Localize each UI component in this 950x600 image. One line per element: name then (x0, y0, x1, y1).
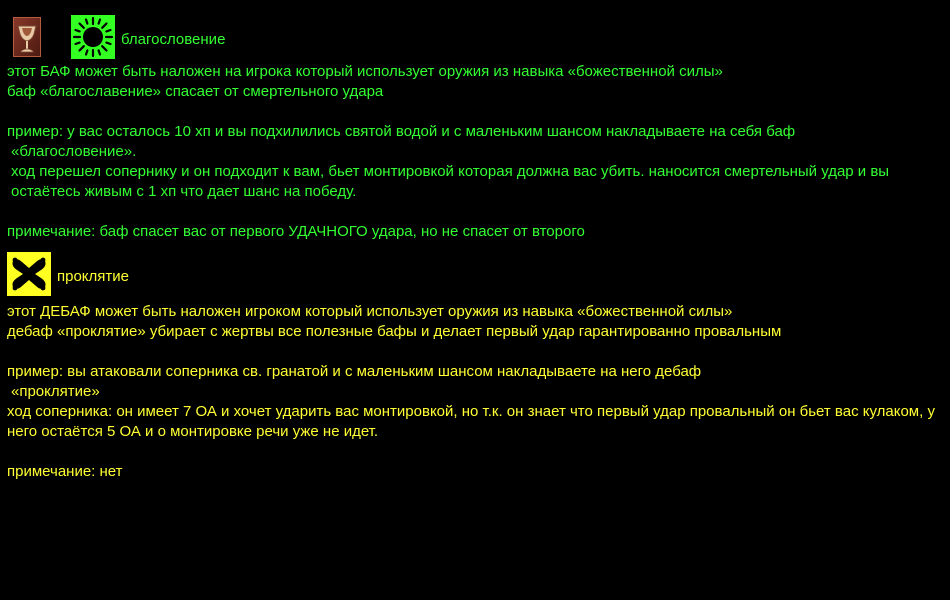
blessing-header (13, 15, 225, 65)
blessing-line-2: баф «благославение» спасает от смертельного удара (7, 83, 384, 100)
curse-title: проклятие (57, 268, 130, 285)
blessing-description (7, 62, 937, 242)
blessing-line-1: этот БАФ может быть наложен на игрока который использует оружия из навыка «божественной силы» (7, 63, 723, 80)
blessing-example-b: «благословение». (11, 143, 137, 160)
blessing-title: благословение (121, 31, 226, 48)
curse-example-b: «проклятие» (11, 383, 100, 400)
curse-line-1: этот ДЕБАФ может быть наложен игроком который использует оружия из навыка «божественной силы» (7, 303, 733, 320)
curse-cross-icon[interactable] (7, 252, 51, 302)
goblet-icon[interactable] (13, 17, 41, 63)
blessing-example-c: ход перешел сопернику и он подходит к вам, бьет монтировкой которая должна вас убить. наносится смертельный удар и вы остаётесь живым с 1 хп что дает шанс на победу. (11, 163, 890, 200)
curse-header (7, 252, 129, 302)
curse-line-2: дебаф «проклятие» убирает с жертвы все полезные бафы и делает первый удар гарантированно провальным (7, 323, 782, 340)
sun-icon[interactable] (71, 15, 115, 65)
blessing-note: примечание: баф спасет вас от первого УДАЧНОГО удара, но не спасет от второго (7, 223, 585, 240)
curse-description (7, 302, 937, 482)
curse-example-a: пример: вы атаковали соперника св. гранатой и с маленьким шансом накладываете на него дебаф (7, 363, 702, 380)
curse-note: примечание: нет (7, 463, 123, 480)
blessing-example-a: пример: у вас осталось 10 хп и вы подхилились святой водой и с маленьким шансом накладываете на себя баф (7, 123, 796, 140)
curse-example-c: ход соперника: он имеет 7 ОА и хочет ударить вас монтировкой, но т.к. он знает что первый удар провальный он бьет вас кулаком, у него остаётся 5 ОА и о монтировке речи уже не идет. (7, 403, 935, 440)
